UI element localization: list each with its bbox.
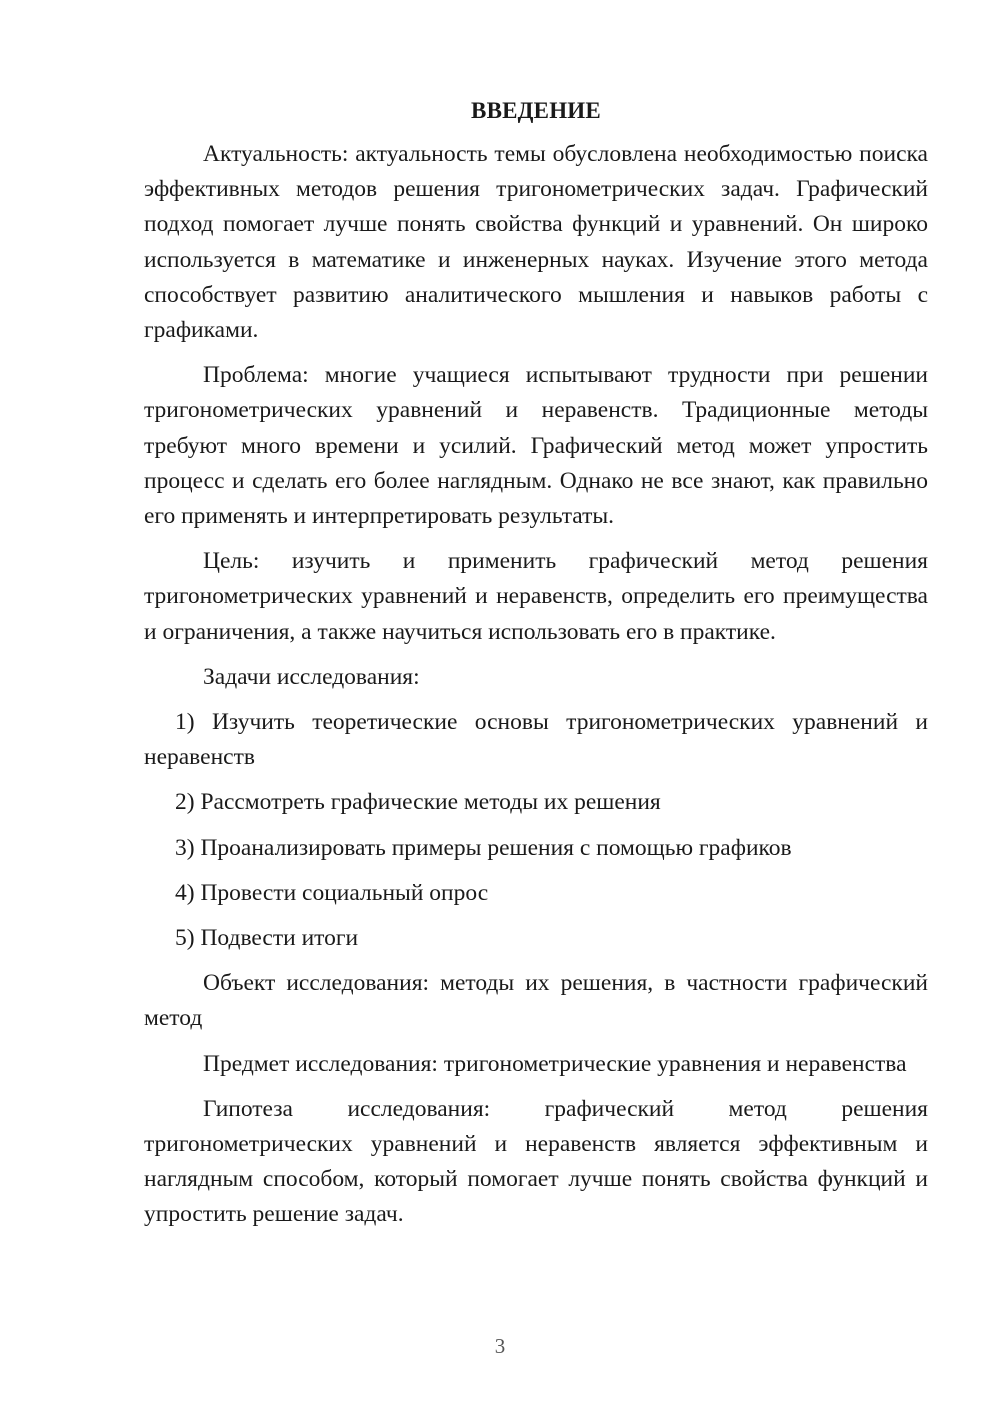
page-content: [144, 95, 928, 1243]
task-item: 1) Изучить теоретические основы тригонометрических уравнений и неравенств: [144, 709, 928, 771]
page-title: ВВЕДЕНИЕ: [471, 98, 601, 123]
task-item: 4) Провести социальный опрос: [175, 879, 489, 906]
task-item: 2) Рассмотреть графические методы их решения: [175, 789, 661, 816]
subject-paragraph: Предмет исследования: тригонометрические уравнения и неравенства: [203, 1050, 907, 1077]
actuality-paragraph: Актуальность: актуальность темы обусловлена необходимостью поиска эффективных методов решения тригонометрических задач. Графический подход помогает лучше понять свойства функций и уравнений. Он широко используется в математике и инженерных науках. Изучение этого метода способствует развитию аналитического мышления и навыков работы с графиками.: [144, 141, 928, 344]
task-item: 3) Проанализировать примеры решения с помощью графиков: [175, 834, 792, 861]
hypothesis-paragraph: Гипотеза исследования: графический метод решения тригонометрических уравнений и неравенств является эффективным и наглядным способом, который помогает лучше понять свойства функций и упростить решение задач.: [144, 1095, 928, 1228]
goal-paragraph: Цель: изучить и применить графический метод решения тригонометрических уравнений и неравенств, определить его преимущества и ограничения, а также научиться использовать его в практике.: [144, 548, 928, 645]
tasks-heading: Задачи исследования:: [203, 663, 420, 690]
problem-paragraph: Проблема: многие учащиеся испытывают трудности при решении тригонометрических уравнений и неравенств. Традиционные методы требуют много времени и усилий. Графический метод может упростить процесс и сделать его более наглядным. Однако не все знают, как правильно его применять и интерпретировать результаты.: [144, 362, 928, 530]
object-paragraph: Объект исследования: методы их решения, в частности графический метод: [144, 970, 928, 1032]
task-item: 5) Подвести итоги: [175, 925, 359, 952]
page-number: 3: [494, 1334, 506, 1358]
